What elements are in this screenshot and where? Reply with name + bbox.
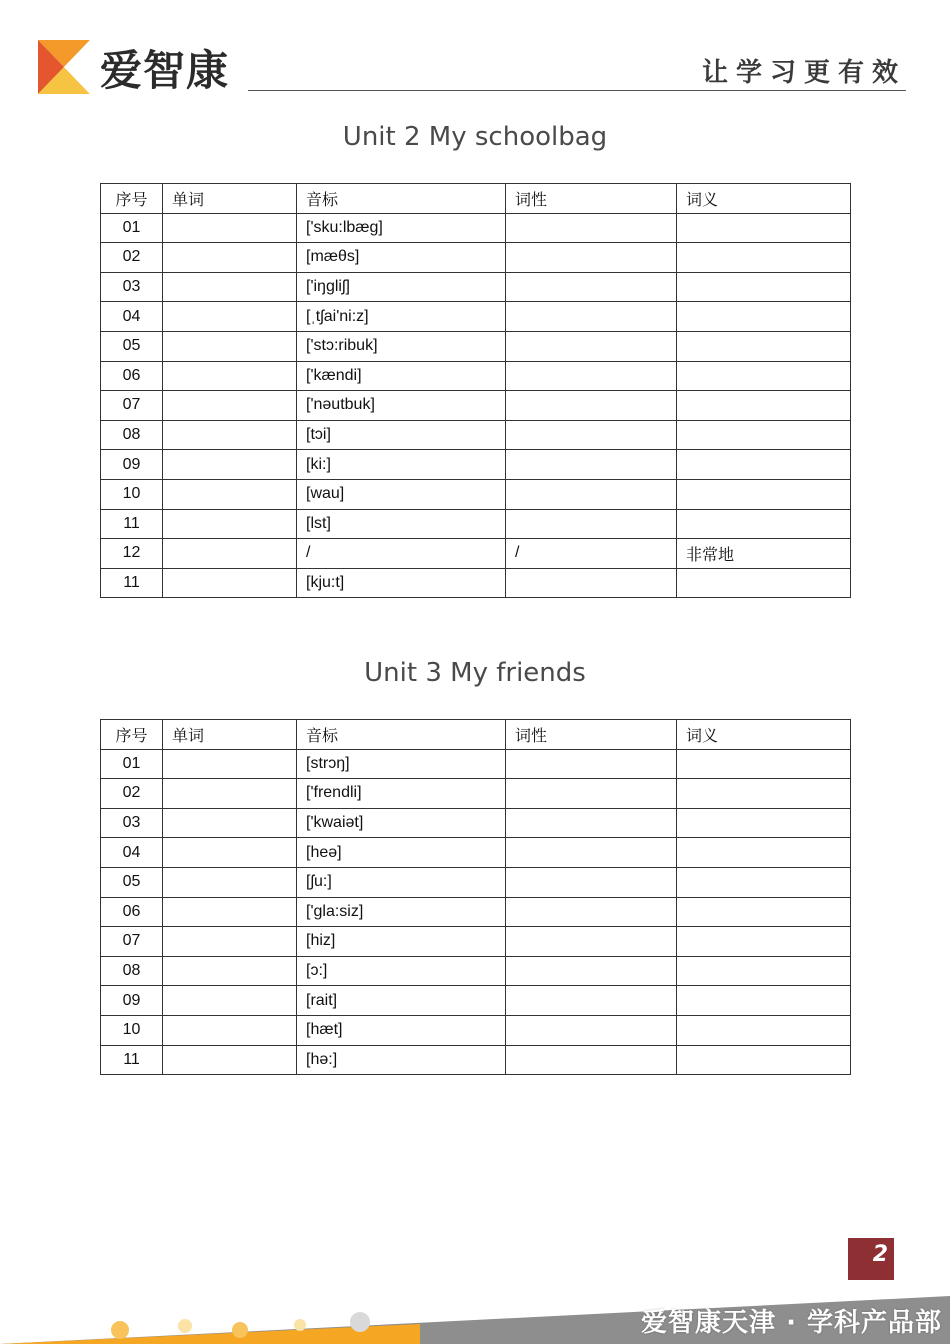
table-row [101,838,851,868]
word-cell[interactable] [163,867,297,897]
part-of-speech-cell[interactable] [506,897,677,927]
row-number: 06 [101,361,163,391]
word-cell[interactable] [163,450,297,480]
part-of-speech-cell[interactable] [506,1045,677,1075]
meaning-cell[interactable] [677,391,851,421]
table-row [101,808,851,838]
word-cell[interactable] [163,479,297,509]
part-of-speech-cell[interactable] [506,272,677,302]
column-header: 词性 [506,720,677,750]
phonetic-cell: ['iŋgliʃ] [297,272,506,302]
phonetic-cell: [strɔŋ] [297,749,506,779]
phonetic-cell: [mæθs] [297,243,506,273]
phonetic-cell: [hə:] [297,1045,506,1075]
part-of-speech-cell[interactable] [506,450,677,480]
part-of-speech-cell[interactable] [506,867,677,897]
phonetic-cell: ['nəutbuk] [297,391,506,421]
row-number: 04 [101,302,163,332]
table-row [101,986,851,1016]
phonetic-cell: [tɔi] [297,420,506,450]
word-cell[interactable] [163,568,297,598]
footer-text: 爱智康天津 · 学科产品部 [641,1308,942,1338]
column-header: 词义 [677,720,851,750]
row-number: 02 [101,243,163,273]
part-of-speech-cell[interactable] [506,568,677,598]
table-row [101,1015,851,1045]
column-header: 词义 [677,184,851,214]
phonetic-cell: ['kændi] [297,361,506,391]
word-cell[interactable] [163,420,297,450]
row-number: 02 [101,779,163,809]
column-header: 词性 [506,184,677,214]
part-of-speech-cell[interactable]: / [506,539,677,569]
meaning-cell[interactable] [677,450,851,480]
word-cell[interactable] [163,391,297,421]
unit-title: Unit 2 My schoolbag [342,122,608,152]
table-row [101,1045,851,1075]
phonetic-cell: [ɔ:] [297,956,506,986]
part-of-speech-cell[interactable] [506,361,677,391]
column-header: 单词 [163,720,297,750]
part-of-speech-cell[interactable] [506,927,677,957]
table-header-row [101,720,851,750]
meaning-cell[interactable] [677,509,851,539]
meaning-cell[interactable] [677,927,851,957]
word-cell[interactable] [163,1015,297,1045]
table-row [101,897,851,927]
word-cell[interactable] [163,272,297,302]
word-cell[interactable] [163,986,297,1016]
meaning-cell[interactable] [677,272,851,302]
part-of-speech-cell[interactable] [506,331,677,361]
page-number: 2 [848,1238,894,1280]
table-row [101,420,851,450]
part-of-speech-cell[interactable] [506,302,677,332]
word-cell[interactable] [163,927,297,957]
part-of-speech-cell[interactable] [506,1015,677,1045]
column-header: 音标 [297,184,506,214]
meaning-cell[interactable]: 非常地 [677,539,851,569]
phonetic-cell: [ʃu:] [297,867,506,897]
part-of-speech-cell[interactable] [506,243,677,273]
meaning-cell[interactable] [677,302,851,332]
row-number: 07 [101,927,163,957]
part-of-speech-cell[interactable] [506,838,677,868]
row-number: 03 [101,808,163,838]
table-row [101,302,851,332]
phonetic-cell: ['sku:lbæg] [297,213,506,243]
word-cell[interactable] [163,838,297,868]
phonetic-cell: ['frendli] [297,779,506,809]
meaning-cell[interactable] [677,808,851,838]
page-header [0,0,950,100]
part-of-speech-cell[interactable] [506,808,677,838]
table-row [101,331,851,361]
meaning-cell[interactable] [677,897,851,927]
meaning-cell[interactable] [677,1045,851,1075]
phonetic-cell: ['kwaiət] [297,808,506,838]
row-number: 08 [101,420,163,450]
phonetic-cell: [hiz] [297,927,506,957]
meaning-cell[interactable] [677,779,851,809]
part-of-speech-cell[interactable] [506,479,677,509]
vocab-table [100,183,851,598]
row-number: 11 [101,568,163,598]
column-header: 序号 [101,720,163,750]
phonetic-cell: ['gla:siz] [297,897,506,927]
row-number: 10 [101,1015,163,1045]
meaning-cell[interactable] [677,331,851,361]
row-number: 07 [101,391,163,421]
word-cell[interactable] [163,808,297,838]
meaning-cell[interactable] [677,243,851,273]
word-cell[interactable] [163,956,297,986]
table-row [101,956,851,986]
table-row [101,779,851,809]
column-header: 音标 [297,720,506,750]
row-number: 09 [101,450,163,480]
page-footer [0,1292,950,1344]
part-of-speech-cell[interactable] [506,986,677,1016]
table-row [101,568,851,598]
phonetic-cell: [kju:t] [297,568,506,598]
word-cell[interactable] [163,779,297,809]
word-cell[interactable] [163,749,297,779]
vocab-table [100,719,851,1075]
phonetic-cell: [wau] [297,479,506,509]
part-of-speech-cell[interactable] [506,749,677,779]
meaning-cell[interactable] [677,479,851,509]
phonetic-cell: [rait] [297,986,506,1016]
row-number: 06 [101,897,163,927]
table-row [101,272,851,302]
row-number: 04 [101,838,163,868]
row-number: 05 [101,867,163,897]
table-row [101,749,851,779]
unit-title: Unit 3 My friends [364,658,586,688]
word-cell[interactable] [163,539,297,569]
row-number: 09 [101,986,163,1016]
word-cell[interactable] [163,1045,297,1075]
table-row [101,479,851,509]
meaning-cell[interactable] [677,867,851,897]
table-row [101,867,851,897]
phonetic-cell: [heə] [297,838,506,868]
phonetic-cell: [ˌtʃai'ni:z] [297,302,506,332]
table-row [101,243,851,273]
table-row [101,450,851,480]
row-number: 01 [101,749,163,779]
meaning-cell[interactable] [677,749,851,779]
meaning-cell[interactable] [677,1015,851,1045]
row-number: 11 [101,509,163,539]
row-number: 08 [101,956,163,986]
word-cell[interactable] [163,897,297,927]
table-row [101,927,851,957]
row-number: 12 [101,539,163,569]
word-cell[interactable] [163,509,297,539]
column-header: 序号 [101,184,163,214]
meaning-cell[interactable] [677,986,851,1016]
part-of-speech-cell[interactable] [506,956,677,986]
word-cell[interactable] [163,331,297,361]
meaning-cell[interactable] [677,956,851,986]
row-number: 10 [101,479,163,509]
word-cell[interactable] [163,302,297,332]
table-row [101,539,851,569]
row-number: 11 [101,1045,163,1075]
part-of-speech-cell[interactable] [506,391,677,421]
table-row [101,509,851,539]
table-row [101,361,851,391]
logo-text: 爱智康 [100,46,230,95]
part-of-speech-cell[interactable] [506,213,677,243]
word-cell[interactable] [163,361,297,391]
table-header-row [101,184,851,214]
phonetic-cell: [hæt] [297,1015,506,1045]
slogan: 让学习更有效 [701,58,906,88]
word-cell[interactable] [163,243,297,273]
table-row [101,213,851,243]
column-header: 单词 [163,184,297,214]
meaning-cell[interactable] [677,838,851,868]
header-divider [248,90,906,91]
phonetic-cell: [ki:] [297,450,506,480]
part-of-speech-cell[interactable] [506,779,677,809]
phonetic-cell: ['stɔ:ribuk] [297,331,506,361]
meaning-cell[interactable] [677,361,851,391]
meaning-cell[interactable] [677,568,851,598]
row-number: 05 [101,331,163,361]
row-number: 01 [101,213,163,243]
aizhikang-logo-icon [38,40,90,94]
part-of-speech-cell[interactable] [506,509,677,539]
meaning-cell[interactable] [677,213,851,243]
meaning-cell[interactable] [677,420,851,450]
phonetic-cell: / [297,539,506,569]
table-row [101,391,851,421]
part-of-speech-cell[interactable] [506,420,677,450]
phonetic-cell: [lst] [297,509,506,539]
row-number: 03 [101,272,163,302]
word-cell[interactable] [163,213,297,243]
